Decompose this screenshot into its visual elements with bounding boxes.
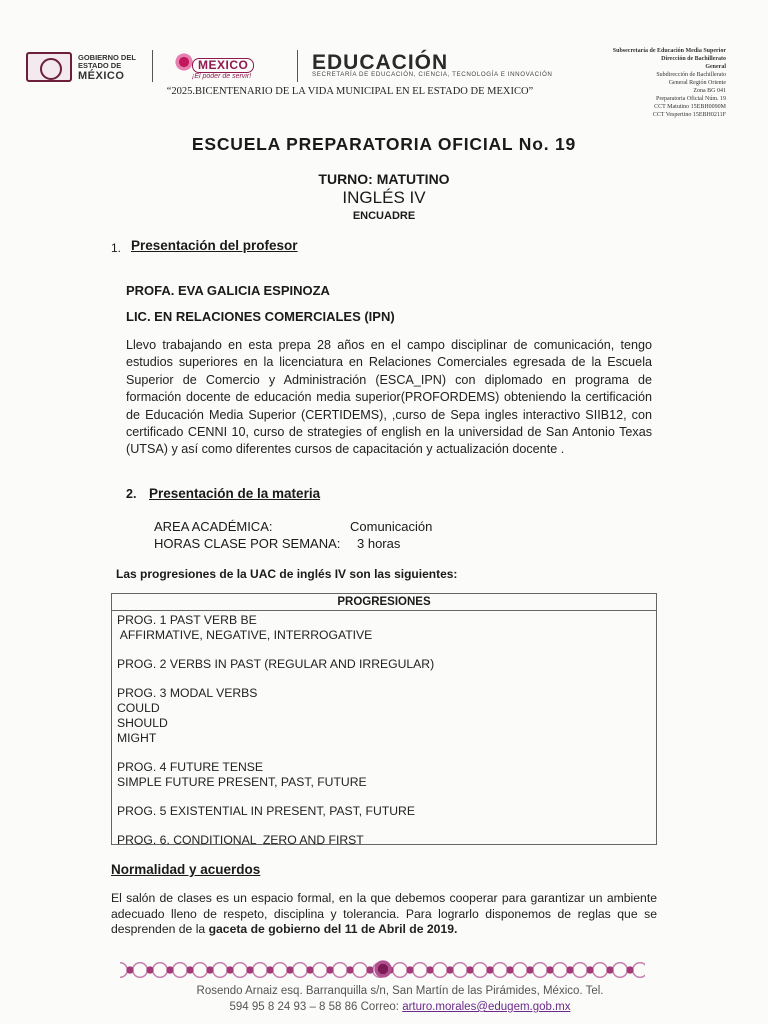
progresion-item — [117, 804, 656, 819]
progresiones-body — [112, 611, 656, 848]
footer-email-label: Correo: — [360, 1001, 399, 1013]
progresion-line: PROG. 4 FUTURE TENSE — [117, 760, 264, 774]
turno-heading: TURNO: MATUTINO — [318, 171, 450, 187]
bicentenario-motto: “2025.BICENTENARIO DE LA VIDA MUNICIPAL EN EL ESTADO DE MEXICO” — [166, 86, 534, 97]
education-subtitle: SECRETARÍA DE EDUCACIÓN, CIENCIA, TECNOLOGÍA E INNOVACIÓN — [312, 71, 553, 78]
progresion-item — [117, 657, 656, 672]
area-value: Comunicación — [350, 519, 433, 534]
progresiones-header: PROGRESIONES — [112, 594, 656, 611]
education-title: EDUCACIÓN — [312, 51, 449, 74]
edomex-name: MEXICO — [192, 58, 254, 73]
progresion-item — [117, 833, 656, 848]
progresion-line: PROG. 1 PAST VERB BE — [117, 613, 257, 627]
teacher-bio: Llevo trabajando en esta prepa 28 años en el campo disciplinar de comunicación, tengo estudios superiores en la licenciatura en Relaciones Comerciales egresada de la Escuela Superior de Comercio y Administración (ESCA_IPN) con diplomado en programa de formación docente de educación media superior(PROFORDEMS) obteniendo la certificación de Educación Media Superior (CERTIDEMS), ,curso de Sepa ingles interactivo SIIB12, con certificado CENNI 10, curso de strategies of english en la universidad de San Antonio Texas (UTSA) y así como diferentes cursos de capacitación y actualización docente . — [126, 338, 652, 457]
subsec-line: Preparatoria Oficial Núm. 19 — [656, 96, 726, 102]
progresion-line: PROG. 5 EXISTENTIAL IN PRESENT, PAST, FUTURE — [117, 804, 415, 818]
progresion-line: PROG. 3 MODAL VERBS — [117, 686, 258, 700]
footer-phone: 594 95 8 24 93 – 8 58 86 — [229, 1001, 358, 1013]
progresion-item — [117, 686, 656, 746]
normalidad-title: Normalidad y acuerdos — [111, 862, 261, 877]
subsec-line: Subsecretaría de Educación Media Superior — [612, 48, 726, 54]
gob-line1: GOBIERNO DEL — [78, 53, 136, 62]
section1-number: 1. — [111, 241, 122, 255]
subsec-line: General — [705, 64, 726, 70]
area-label: AREA ACADÉMICA: — [154, 519, 273, 534]
progresion-line: PROG. 2 VERBS IN PAST (REGULAR AND IRREGULAR) — [117, 657, 435, 671]
progresion-line: PROG. 6. CONDITIONAL ZERO AND FIRST — [117, 833, 364, 847]
normalidad-text — [111, 891, 657, 938]
horas-value: 3 horas — [357, 536, 401, 551]
subject-heading: INGLÉS IV — [342, 188, 426, 207]
gob-line2: ESTADO DE — [78, 61, 122, 70]
section2-title: Presentación de la materia — [149, 486, 321, 501]
edomex-slogan: ¡El poder de servir! — [192, 73, 252, 80]
document-type: ENCUADRE — [352, 210, 416, 222]
progresion-line: SIMPLE FUTURE PRESENT, PAST, FUTURE — [117, 775, 367, 789]
progresion-item — [117, 613, 656, 643]
footer-ornament-center — [371, 957, 395, 981]
gobierno-logo-text — [78, 54, 144, 82]
section1-title: Presentación del profesor — [131, 238, 298, 253]
progresion-line: COULD — [117, 701, 160, 715]
teacher-degree: LIC. EN RELACIONES COMERCIALES (IPN) — [126, 309, 395, 324]
progresion-line: AFFIRMATIVE, NEGATIVE, INTERROGATIVE — [117, 628, 373, 642]
progresion-item — [117, 760, 656, 790]
progresiones-table — [111, 593, 657, 845]
progresion-line: MIGHT — [117, 731, 157, 745]
header-divider — [297, 50, 298, 82]
subsecretaria-block — [566, 47, 726, 119]
footer-address: Rosendo Arnaiz esq. Barranquilla s/n, San Martín de las Pirámides, México. Tel. — [196, 985, 604, 997]
edomex-logo — [166, 50, 290, 82]
horas-label: HORAS CLASE POR SEMANA: — [154, 536, 341, 551]
subsec-line: CCT Matutino 15EBH0090M — [654, 104, 726, 110]
normalidad-gaceta: gaceta de gobierno del 11 de Abril de 2019. — [208, 922, 458, 936]
subsec-line: Zona BG 041 — [693, 88, 726, 94]
state-seal-logo — [26, 52, 72, 82]
gob-line3: MÉXICO — [78, 70, 125, 82]
footer-email-link[interactable]: arturo.morales@edugem.gob.mx — [402, 1001, 571, 1013]
progresion-line: SHOULD — [117, 716, 168, 730]
subsec-line: Subdirección de Bachillerato — [656, 72, 726, 78]
teacher-name: PROFA. EVA GALICIA ESPINOZA — [126, 283, 330, 298]
normalidad-body: El salón de clases es un espacio formal, en la que debemos cooperar para garantizar un ambiente adecuado lleno de respeto, disciplina y tolerancia. Para lograrlo disponemos de reglas que se desprenden de la — [111, 891, 657, 936]
school-title: ESCUELA PREPARATORIA OFICIAL No. 19 — [191, 134, 577, 154]
subsec-line: Dirección de Bachillerato — [661, 56, 726, 62]
subsec-line: CCT Vespertino 15EBH0211F — [652, 112, 726, 118]
footer-contact — [0, 1001, 768, 1013]
flower-icon — [174, 52, 194, 72]
subsec-line: General Región Oriente — [668, 80, 726, 86]
progresiones-intro: Las progresiones de la UAC de inglés IV son las siguientes: — [116, 567, 458, 581]
header-divider — [152, 50, 153, 82]
section2-number: 2. — [126, 487, 137, 501]
